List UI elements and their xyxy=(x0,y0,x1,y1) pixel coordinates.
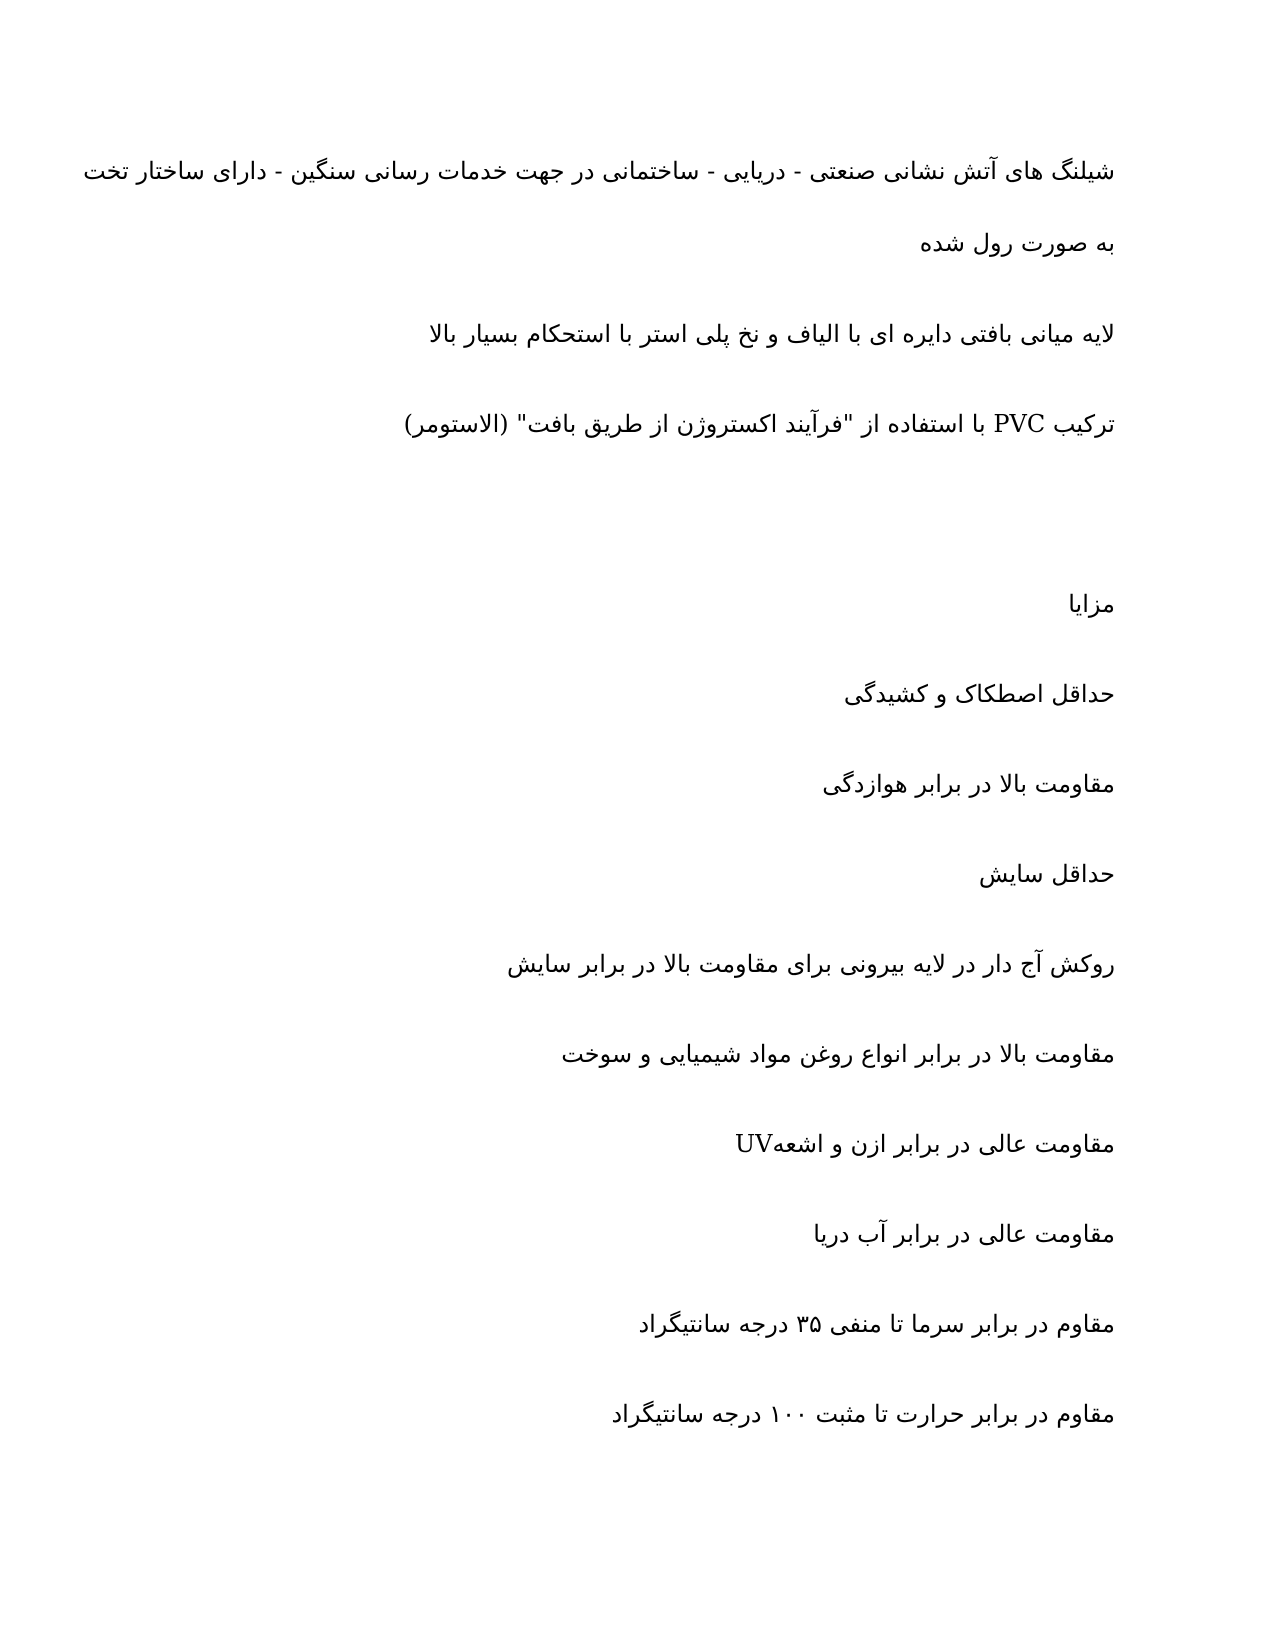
advantage-item: مقاوم در برابر حرارت تا مثبت ۱۰۰ درجه سانتیگراد xyxy=(611,1400,1115,1428)
advantage-item: مقاومت بالا در برابر هوازدگی xyxy=(822,770,1115,798)
advantage-item: مقاوم در برابر سرما تا منفی ۳۵ درجه سانتیگراد xyxy=(638,1310,1115,1338)
pvc-composition-description: ترکیب PVC با استفاده از "فرآیند اکستروژن از طریق بافت" (الاستومر) xyxy=(403,410,1115,438)
advantages-heading: مزایا xyxy=(1068,590,1115,618)
advantage-item: مقاومت بالا در برابر انواع روغن مواد شیمیایی و سوخت xyxy=(561,1040,1115,1068)
advantage-item: حداقل اصطکاک و کشیدگی xyxy=(843,680,1115,708)
advantage-item: روکش آج دار در لایه بیرونی برای مقاومت بالا در برابر سایش xyxy=(506,950,1115,978)
advantage-item: مقاومت عالی در برابر آب دریا xyxy=(813,1220,1115,1248)
advantage-item: حداقل سایش xyxy=(978,860,1115,888)
intro-paragraph-line-1: شیلنگ های آتش نشانی صنعتی - دریایی - ساختمانی در جهت خدمات رسانی سنگین - دارای ساختار تخت xyxy=(83,157,1115,185)
middle-layer-description: لایه میانی بافتی دایره ای با الیاف و نخ پلی استر با استحکام بسیار بالا xyxy=(428,320,1115,348)
advantage-item: مقاومت عالی در برابر ازن و اشعهUV xyxy=(734,1130,1115,1158)
intro-paragraph-line-2: به صورت رول شده xyxy=(919,229,1115,257)
